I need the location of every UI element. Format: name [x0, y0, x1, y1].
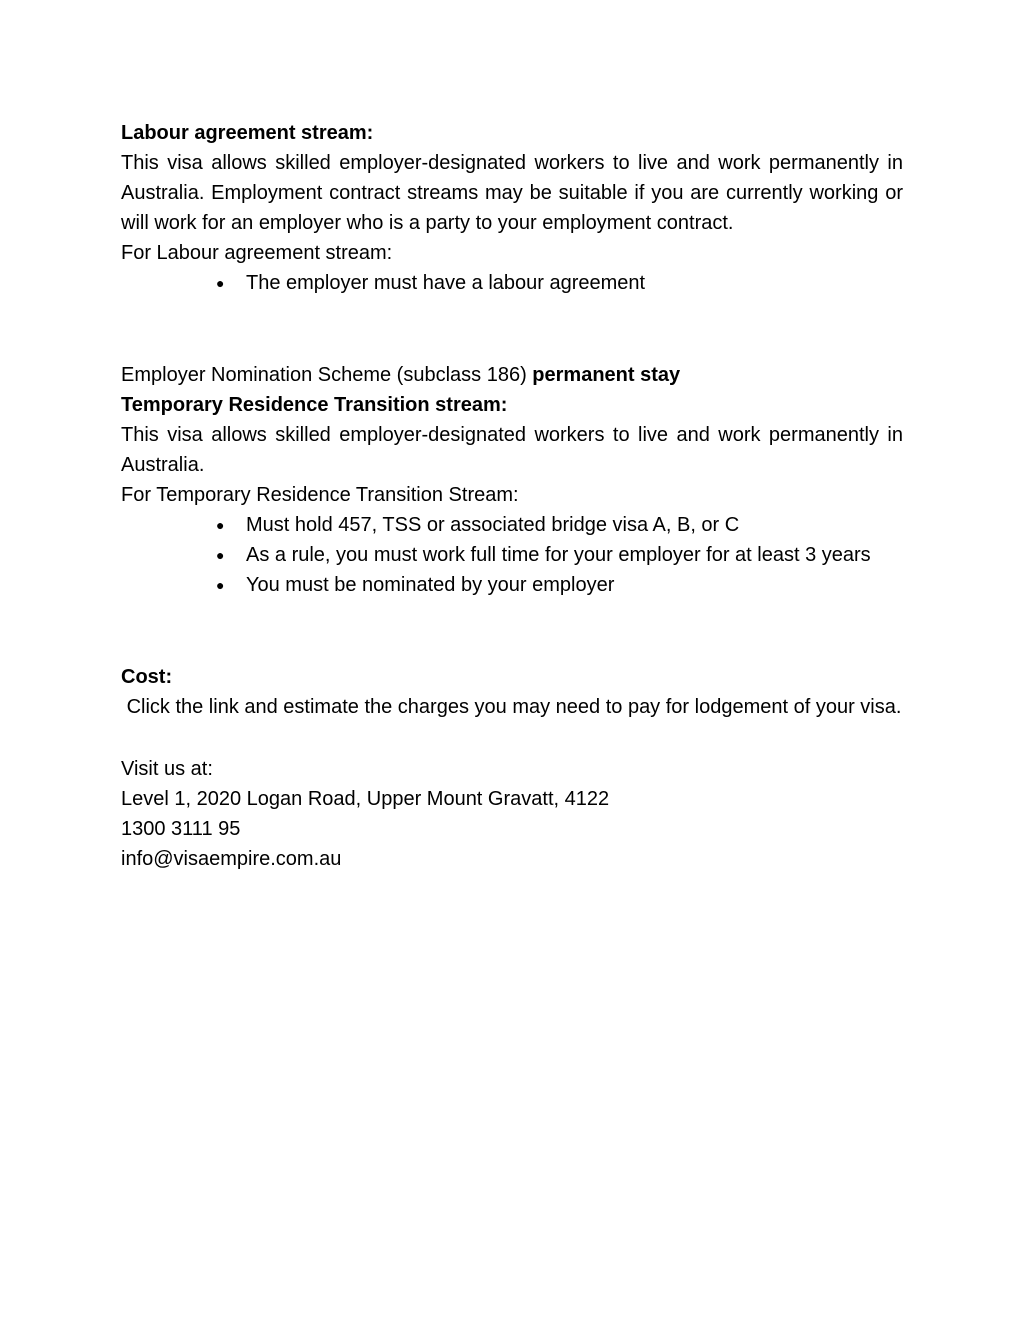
ens-title-plain: Employer Nomination Scheme (subclass 186) [121, 364, 533, 386]
contact-email: info@visaempire.com.au [121, 848, 342, 870]
list-item [216, 510, 903, 540]
ens-intro: For Temporary Residence Transition Stream: [121, 484, 519, 506]
list-item [216, 540, 903, 570]
ens-title-bold: permanent stay [532, 364, 681, 386]
list-item-text: You must be nominated by your employer [246, 574, 615, 596]
bullet-icon: ● [216, 577, 225, 593]
labour-bullet-list [121, 268, 903, 298]
ens-bullet-list [121, 510, 903, 600]
ens-heading: Temporary Residence Transition stream: [121, 394, 508, 416]
bullet-icon: ● [216, 517, 225, 533]
list-item-text: As a rule, you must work full time for your employer for at least 3 years [246, 544, 871, 566]
contact-phone: 1300 3111 95 [121, 818, 241, 840]
contact-address: Level 1, 2020 Logan Road, Upper Mount Gravatt, 4122 [121, 788, 610, 810]
labour-intro: For Labour agreement stream: [121, 242, 393, 264]
document-page [121, 118, 903, 874]
list-item-text: Must hold 457, TSS or associated bridge visa A, B, or C [246, 514, 740, 536]
contact-intro: Visit us at: [121, 758, 213, 780]
list-item [216, 570, 903, 600]
labour-paragraph: This visa allows skilled employer-designated workers to live and work permanently in Australia. Employment contract streams may be suitable if you are currently working or will work for an employer who is a party to your employment contract. [121, 152, 903, 234]
ens-paragraph: This visa allows skilled employer-designated workers to live and work permanently in Australia. [121, 424, 903, 476]
bullet-icon: ● [216, 547, 225, 563]
cost-paragraph: Click the link and estimate the charges you may need to pay for lodgement of your visa. [121, 696, 902, 718]
list-item-text: The employer must have a labour agreement [246, 272, 646, 294]
list-item [216, 268, 903, 298]
ens-title [121, 360, 903, 390]
labour-heading: Labour agreement stream: [121, 122, 374, 144]
cost-heading: Cost: [121, 666, 173, 688]
bullet-icon: ● [216, 275, 225, 291]
